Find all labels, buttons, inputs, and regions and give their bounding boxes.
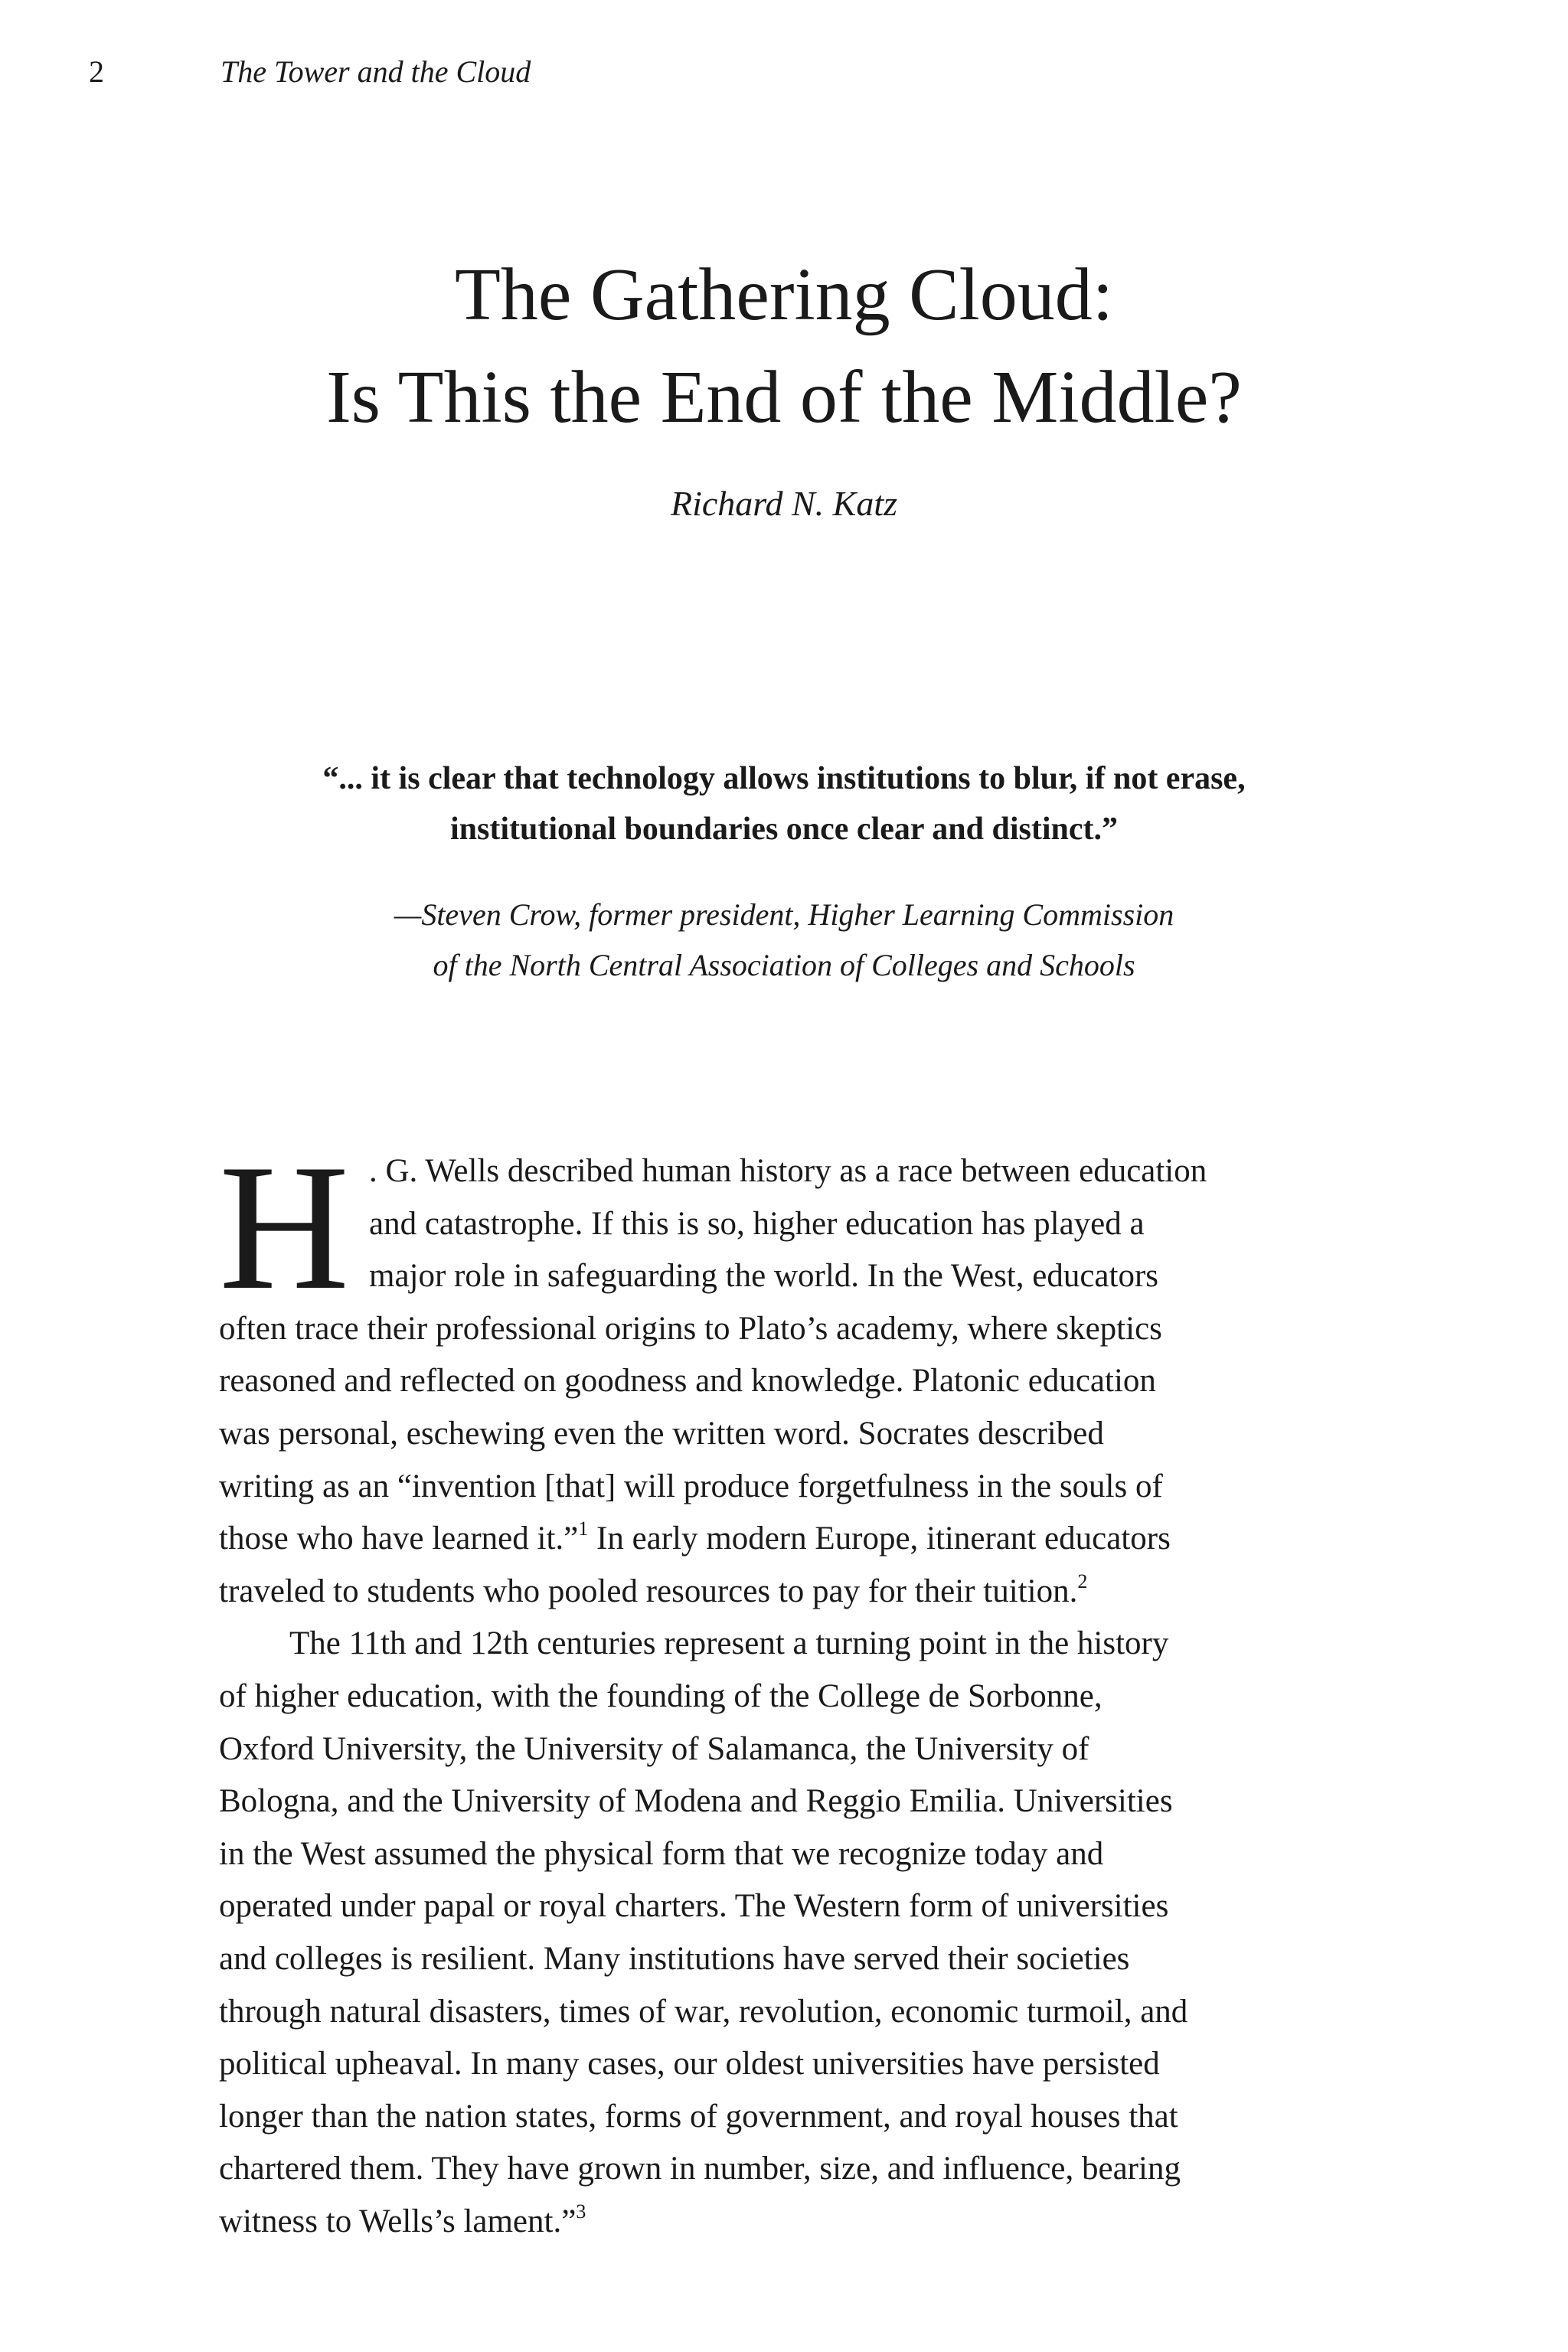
epigraph-quote <box>0 753 1568 854</box>
text-line: longer than the nation states, forms of government, and royal houses that <box>219 2098 1178 2135</box>
text-line: major role in safeguarding the world. In the West, educators <box>369 1258 1159 1295</box>
text-line: Bologna, and the University of Modena and Reggio Emilia. Universities <box>219 1783 1173 1820</box>
text-line <box>219 1566 1367 1619</box>
text-line: in the West assumed the physical form that we recognize today and <box>219 1835 1104 1872</box>
epigraph-attribution-line: of the North Central Association of Colleges and Schools <box>433 948 1135 982</box>
text-segment: In early modern Europe, itinerant educators <box>588 1521 1171 1557</box>
text-line: and catastrophe. If this is so, higher education has played a <box>369 1205 1145 1242</box>
text-line: often trace their professional origins to Plato’s academy, where skeptics <box>219 1310 1162 1347</box>
text-line: was personal, eschewing even the written word. Socrates described <box>219 1415 1104 1452</box>
body-text <box>219 1128 1367 2248</box>
paragraph-1 <box>219 1128 1367 1618</box>
text-line: The 11th and 12th centuries represent a turning point in the history <box>289 1625 1169 1662</box>
epigraph-attribution-line: —Steven Crow, former president, Higher Learning Commission <box>394 897 1174 932</box>
drop-cap: H <box>219 1128 350 1328</box>
text-segment: traveled to students who pooled resources to pay for their tuition. <box>219 1573 1078 1609</box>
footnote-mark[interactable]: 2 <box>1077 1570 1088 1592</box>
chapter-title-line-2: Is This the End of the Middle? <box>326 356 1242 439</box>
text-line: through natural disasters, times of war, revolution, economic turmoil, and <box>219 1993 1188 2030</box>
text-line: Oxford University, the University of Salamanca, the University of <box>219 1730 1089 1767</box>
epigraph <box>0 753 1568 991</box>
running-head-book-title: The Tower and the Cloud <box>220 54 531 89</box>
epigraph-quote-line: “... it is clear that technology allows institutions to blur, if not erase, <box>322 761 1246 796</box>
text-line: chartered them. They have grown in number, size, and influence, bearing <box>219 2151 1181 2187</box>
text-segment: those who have learned it.” <box>219 1521 579 1557</box>
footnote-mark[interactable]: 1 <box>578 1517 589 1540</box>
text-segment: witness to Wells’s lament.” <box>219 2203 577 2239</box>
text-line: political upheaval. In many cases, our oldest universities have persisted <box>219 2046 1160 2082</box>
chapter-author: Richard N. Katz <box>670 484 898 523</box>
running-head <box>89 49 531 95</box>
epigraph-attribution <box>0 890 1568 991</box>
text-line: operated under papal or royal charters. The Western form of universities <box>219 1888 1169 1925</box>
epigraph-quote-line: institutional boundaries once clear and distinct.” <box>450 812 1118 847</box>
chapter-title <box>0 243 1568 449</box>
text-line: and colleges is resilient. Many institutions have served their societies <box>219 1940 1130 1977</box>
text-line: writing as an “invention [that] will produce forgetfulness in the souls of <box>219 1468 1163 1504</box>
paragraph-2 <box>219 1618 1367 2248</box>
text-line: . G. Wells described human history as a race between education <box>369 1153 1207 1189</box>
text-line <box>219 1513 1367 1566</box>
footnote-mark[interactable]: 3 <box>576 2200 586 2223</box>
page-number: 2 <box>89 54 104 89</box>
text-line: reasoned and reflected on goodness and knowledge. Platonic education <box>219 1363 1156 1400</box>
chapter-title-line-1: The Gathering Cloud: <box>454 253 1114 336</box>
text-line: of higher education, with the founding of the College de Sorbonne, <box>219 1677 1102 1714</box>
text-line <box>219 2196 1367 2249</box>
